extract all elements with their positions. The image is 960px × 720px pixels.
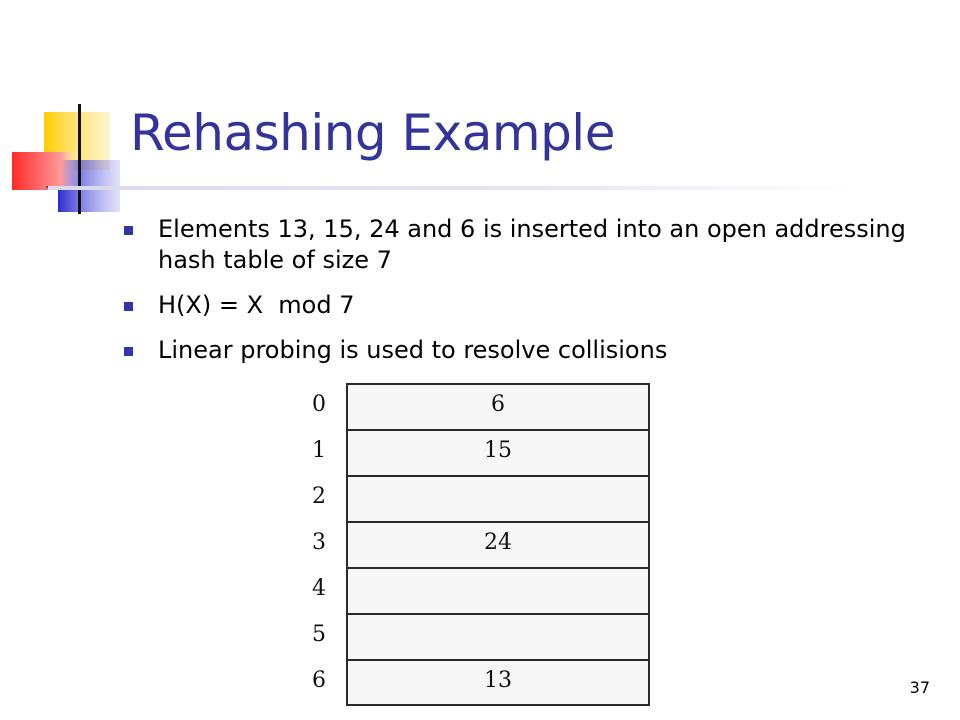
bullet-list — [120, 214, 910, 380]
hash-index-label: 3 — [312, 530, 326, 555]
bullet-text: Elements 13, 15, 24 and 6 is inserted into an open addressing hash table of size 7 — [158, 215, 906, 274]
hash-table-cell: 6 — [491, 392, 505, 417]
hash-table-cell: 24 — [484, 530, 512, 555]
square-bullet-icon — [124, 347, 133, 356]
bullet-text: H(X) = X mod 7 — [158, 291, 355, 319]
square-bullet-icon — [124, 226, 133, 235]
bullet-text: Linear probing is used to resolve collisions — [158, 336, 668, 364]
bullet-item — [120, 214, 910, 276]
hash-index-label: 1 — [312, 438, 326, 463]
bullet-item — [120, 290, 910, 321]
hash-table-index-column — [300, 380, 346, 710]
slide-title: Rehashing Example — [130, 104, 615, 162]
hash-table-figure — [300, 380, 660, 710]
bullet-item — [120, 335, 910, 366]
hash-index-label: 4 — [312, 576, 326, 601]
hash-index-label: 2 — [312, 484, 326, 509]
hash-table-cell: 15 — [484, 438, 512, 463]
hash-table-cell — [348, 615, 648, 661]
page-number: 37 — [909, 678, 930, 697]
hash-table — [346, 383, 650, 706]
title-underline — [48, 186, 868, 190]
square-bullet-icon — [124, 302, 133, 311]
hash-index-label: 0 — [312, 392, 326, 417]
hash-table-cell — [348, 569, 648, 615]
hash-index-label: 5 — [312, 622, 326, 647]
hash-table-cell: 13 — [484, 668, 512, 693]
hash-table-cell — [348, 477, 648, 523]
hash-index-label: 6 — [312, 668, 326, 693]
